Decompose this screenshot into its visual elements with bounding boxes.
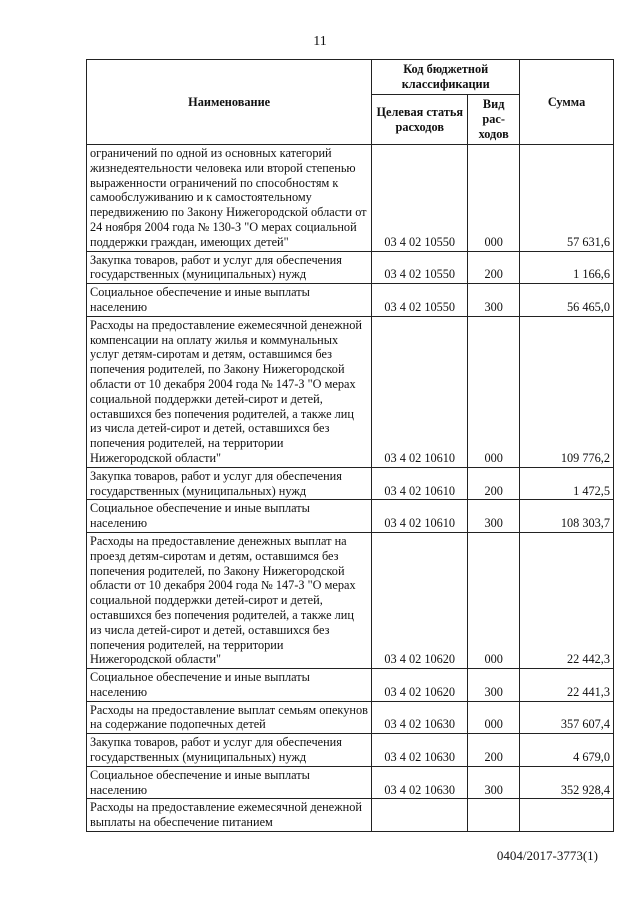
- table-body: [87, 145, 614, 832]
- cell-name: ограничений по одной из основных категорий жизнедеятельности человека или второй степенью выраженности ограничений по способностям к самообслуживанию и к самостоятельному передвижению по Закону Нижегородской области от 24 ноября 2004 года № 130-З "О мерах социальной поддержки граждан, имеющих детей": [87, 145, 372, 252]
- cell-name: Социальное обеспечение и иные выплаты населению: [87, 766, 372, 799]
- cell-code: 03 4 02 10630: [372, 701, 468, 734]
- cell-type: 200: [468, 467, 520, 500]
- table-row: [87, 734, 614, 767]
- cell-sum: 352 928,4: [520, 766, 614, 799]
- table-row: [87, 284, 614, 317]
- budget-table: [86, 59, 614, 832]
- cell-sum: 1 166,6: [520, 251, 614, 284]
- cell-name: Социальное обеспечение и иные выплаты населению: [87, 500, 372, 533]
- cell-name: Социальное обеспечение и иные выплаты населению: [87, 669, 372, 702]
- cell-type: 000: [468, 701, 520, 734]
- cell-code: 03 4 02 10620: [372, 669, 468, 702]
- table-row: [87, 701, 614, 734]
- table-row: [87, 251, 614, 284]
- cell-code: 03 4 02 10630: [372, 734, 468, 767]
- cell-sum: 109 776,2: [520, 316, 614, 467]
- cell-type: 300: [468, 284, 520, 317]
- cell-type: 000: [468, 145, 520, 252]
- cell-type: 300: [468, 500, 520, 533]
- cell-sum: 357 607,4: [520, 701, 614, 734]
- cell-type: 300: [468, 766, 520, 799]
- cell-type: 000: [468, 316, 520, 467]
- document-code: 0404/2017-3773(1): [496, 848, 598, 863]
- cell-sum: 57 631,6: [520, 145, 614, 252]
- cell-code: 03 4 02 10550: [372, 145, 468, 252]
- cell-code: 03 4 02 10630: [372, 766, 468, 799]
- cell-name: Расходы на предоставление ежемесячной денежной компенсации на оплату жилья и коммунальных услуг детям-сиротам и детям, оставшимся без попечения родителей, по Закону Нижегородской области от 10 декабря 2004 года № 147-З "О мерах социальной поддержки детей-сирот и детей, оставшихся без попечения родителей, а также лиц из числа детей-сирот и детей, оставшихся без попечения родителей, на территории Нижегородской области": [87, 316, 372, 467]
- header-expense-type: Вид рас-ходов: [468, 95, 520, 145]
- table-header: [87, 60, 614, 145]
- table-row: [87, 500, 614, 533]
- header-target-article: Целевая статья расходов: [372, 95, 468, 145]
- cell-code: [372, 799, 468, 832]
- cell-type: 000: [468, 532, 520, 668]
- cell-sum: 1 472,5: [520, 467, 614, 500]
- table-row: [87, 766, 614, 799]
- cell-sum: 22 442,3: [520, 532, 614, 668]
- table-row: [87, 467, 614, 500]
- cell-code: 03 4 02 10610: [372, 316, 468, 467]
- cell-name: Расходы на предоставление денежных выплат на проезд детям-сиротам и детям, оставшимся без попечения родителей, по Закону Нижегородской области от 10 декабря 2004 года № 147-З "О мерах социальной поддержки детей-сирот и детей, оставшихся без попечения родителей, а также лиц из числа детей-сирот и детей, оставшихся без попечения родителей, на территории Нижегородской области": [87, 532, 372, 668]
- cell-sum: 108 303,7: [520, 500, 614, 533]
- cell-name: Закупка товаров, работ и услуг для обеспечения государственных (муниципальных) нужд: [87, 251, 372, 284]
- cell-sum: 4 679,0: [520, 734, 614, 767]
- cell-code: 03 4 02 10610: [372, 500, 468, 533]
- cell-name: Социальное обеспечение и иные выплаты населению: [87, 284, 372, 317]
- page-number: 11: [313, 34, 327, 49]
- cell-sum: 22 441,3: [520, 669, 614, 702]
- cell-code: 03 4 02 10550: [372, 284, 468, 317]
- cell-type: 300: [468, 669, 520, 702]
- table-row: [87, 145, 614, 252]
- table-row: [87, 799, 614, 832]
- header-sum: Сумма: [520, 60, 614, 145]
- cell-name: Закупка товаров, работ и услуг для обеспечения государственных (муниципальных) нужд: [87, 467, 372, 500]
- cell-code: 03 4 02 10610: [372, 467, 468, 500]
- cell-sum: [520, 799, 614, 832]
- cell-name: Расходы на предоставление ежемесячной денежной выплаты на обеспечение питанием: [87, 799, 372, 832]
- cell-code: 03 4 02 10550: [372, 251, 468, 284]
- cell-name: Расходы на предоставление выплат семьям опекунов на содержание подопечных детей: [87, 701, 372, 734]
- header-budget-code: Код бюджетной классификации: [372, 60, 520, 95]
- cell-name: Закупка товаров, работ и услуг для обеспечения государственных (муниципальных) нужд: [87, 734, 372, 767]
- table-row: [87, 532, 614, 668]
- table-row: [87, 316, 614, 467]
- table-row: [87, 669, 614, 702]
- cell-type: [468, 799, 520, 832]
- cell-code: 03 4 02 10620: [372, 532, 468, 668]
- header-name: Наименование: [87, 60, 372, 145]
- cell-type: 200: [468, 734, 520, 767]
- cell-type: 200: [468, 251, 520, 284]
- cell-sum: 56 465,0: [520, 284, 614, 317]
